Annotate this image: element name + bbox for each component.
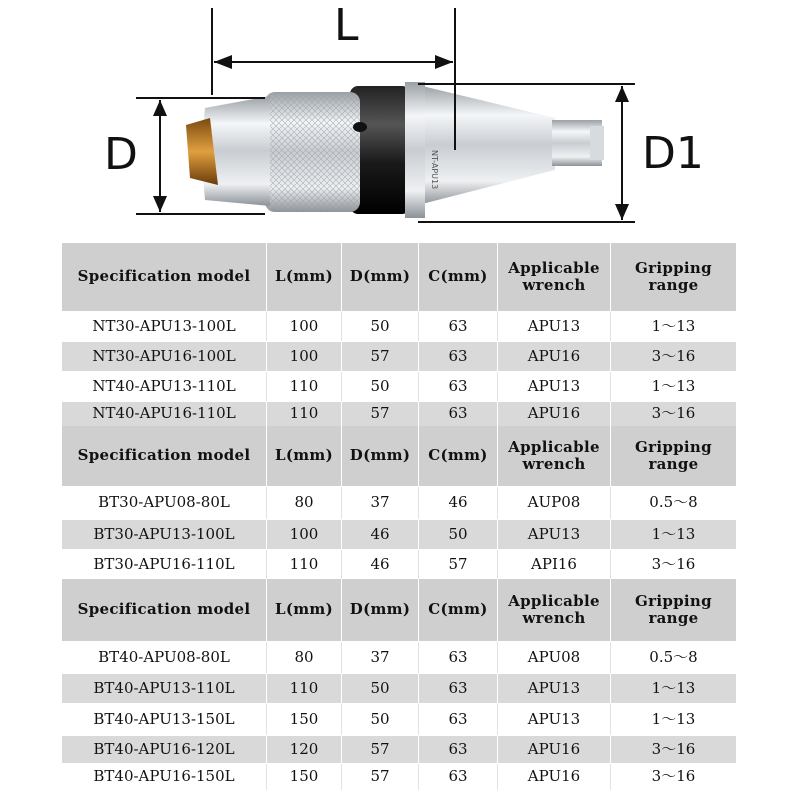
column-header: Gripping range — [635, 591, 712, 627]
table-cell: 37 — [342, 642, 419, 673]
column-header: C(mm) — [419, 579, 498, 641]
table-cell: 50 — [419, 520, 498, 549]
table-cell: APU16 — [498, 342, 611, 371]
table-cell: 3～16 — [651, 739, 696, 758]
table-cell: 63 — [419, 342, 498, 371]
table-row — [62, 372, 736, 401]
column-header: Gripping range — [635, 258, 712, 294]
table-cell: 110 — [267, 674, 342, 703]
table-cell: 37 — [342, 487, 419, 519]
column-header: C(mm) — [419, 243, 498, 311]
table-cell: AUP08 — [498, 487, 611, 519]
table-cell: 46 — [342, 550, 419, 579]
table-row — [62, 704, 736, 735]
table-cell: 110 — [267, 550, 342, 579]
table-cell: 50 — [342, 312, 419, 341]
table-row — [62, 550, 736, 579]
table-row — [62, 674, 736, 703]
table-cell: 110 — [267, 402, 342, 426]
column-header: Specification model — [62, 243, 267, 311]
table-cell: BT40-APU16-150L — [62, 764, 267, 790]
column-header: C(mm) — [419, 426, 498, 486]
table-cell: 1～13 — [651, 678, 696, 697]
column-header: L(mm) — [267, 579, 342, 641]
table-cell: 57 — [342, 736, 419, 763]
table-cell: 1～13 — [651, 376, 696, 395]
table-cell: NT40-APU16-110L — [62, 402, 267, 426]
table-cell: 1～13 — [651, 316, 696, 335]
table-cell: 46 — [419, 487, 498, 519]
table-cell: 100 — [267, 520, 342, 549]
table-cell: 63 — [419, 402, 498, 426]
table-cell: 46 — [342, 520, 419, 549]
length-label: L — [334, 0, 359, 51]
table-cell: 57 — [342, 402, 419, 426]
table-cell: 63 — [419, 642, 498, 673]
column-header: D(mm) — [342, 426, 419, 486]
table-cell: BT40-APU13-150L — [62, 704, 267, 735]
table-cell: 63 — [419, 674, 498, 703]
table-row — [62, 642, 736, 673]
table-cell: 1～13 — [651, 709, 696, 728]
table-cell: BT40-APU08-80L — [62, 642, 267, 673]
table-cell: APU13 — [498, 704, 611, 735]
table-cell: 63 — [419, 704, 498, 735]
table-cell: APU08 — [498, 642, 611, 673]
table-cell: BT30-APU13-100L — [62, 520, 267, 549]
table-row — [62, 342, 736, 371]
table-cell: APU13 — [498, 312, 611, 341]
column-header: D(mm) — [342, 243, 419, 311]
table-cell: 3～16 — [651, 346, 696, 365]
table-cell: APU13 — [498, 372, 611, 401]
table-cell: API16 — [498, 550, 611, 579]
table-cell: 3～16 — [651, 404, 696, 423]
column-header: Specification model — [62, 426, 267, 486]
table-row — [62, 402, 736, 426]
table-cell: 57 — [342, 764, 419, 790]
table-cell: 57 — [342, 342, 419, 371]
table-cell: APU16 — [498, 764, 611, 790]
table-cell: 0.5～8 — [649, 493, 698, 512]
body-engraving: NT-APU13 — [430, 150, 439, 190]
table-cell: APU13 — [498, 674, 611, 703]
table-row — [62, 736, 736, 763]
table-cell: 150 — [267, 764, 342, 790]
table-cell: APU16 — [498, 402, 611, 426]
table-cell: 50 — [342, 704, 419, 735]
table-row — [62, 312, 736, 341]
table-cell: 80 — [267, 642, 342, 673]
table-cell: BT40-APU16-120L — [62, 736, 267, 763]
column-header: L(mm) — [267, 426, 342, 486]
table-header-row — [62, 243, 736, 311]
table-row — [62, 764, 736, 790]
column-header: D(mm) — [342, 579, 419, 641]
table-cell: BT40-APU13-110L — [62, 674, 267, 703]
table-cell: 3～16 — [651, 554, 696, 573]
table-cell: 63 — [419, 312, 498, 341]
column-header: Gripping range — [635, 437, 712, 473]
flange-diameter-label: D1 — [642, 128, 704, 179]
column-header: Applicable wrench — [498, 243, 611, 311]
table-row — [62, 520, 736, 549]
table-cell: NT30-APU13-100L — [62, 312, 267, 341]
table-cell: 3～16 — [651, 767, 696, 786]
table-header-row — [62, 426, 736, 486]
table-cell: NT40-APU13-110L — [62, 372, 267, 401]
table-cell: 50 — [342, 372, 419, 401]
table-row — [62, 487, 736, 519]
drill-chuck-diagram — [0, 0, 800, 240]
column-header: Specification model — [62, 579, 267, 641]
table-cell: 63 — [419, 372, 498, 401]
table-cell: 63 — [419, 736, 498, 763]
diameter-label: D — [104, 129, 138, 180]
table-cell: 1～13 — [651, 524, 696, 543]
column-header: Applicable wrench — [498, 426, 611, 486]
table-cell: APU16 — [498, 736, 611, 763]
table-cell: 150 — [267, 704, 342, 735]
specification-table — [62, 243, 736, 798]
table-cell: 57 — [419, 550, 498, 579]
table-cell: 63 — [419, 764, 498, 790]
table-cell: APU13 — [498, 520, 611, 549]
drill-chuck-illustration — [186, 82, 604, 218]
table-cell: 100 — [267, 312, 342, 341]
table-cell: 110 — [267, 372, 342, 401]
table-cell: 0.5～8 — [649, 647, 698, 666]
table-header-row — [62, 579, 736, 641]
table-cell: 120 — [267, 736, 342, 763]
table-cell: 50 — [342, 674, 419, 703]
table-cell: 100 — [267, 342, 342, 371]
column-header: Applicable wrench — [498, 579, 611, 641]
table-cell: NT30-APU16-100L — [62, 342, 267, 371]
table-cell: BT30-APU16-110L — [62, 550, 267, 579]
column-header: L(mm) — [267, 243, 342, 311]
table-cell: 80 — [267, 487, 342, 519]
table-cell: BT30-APU08-80L — [62, 487, 267, 519]
